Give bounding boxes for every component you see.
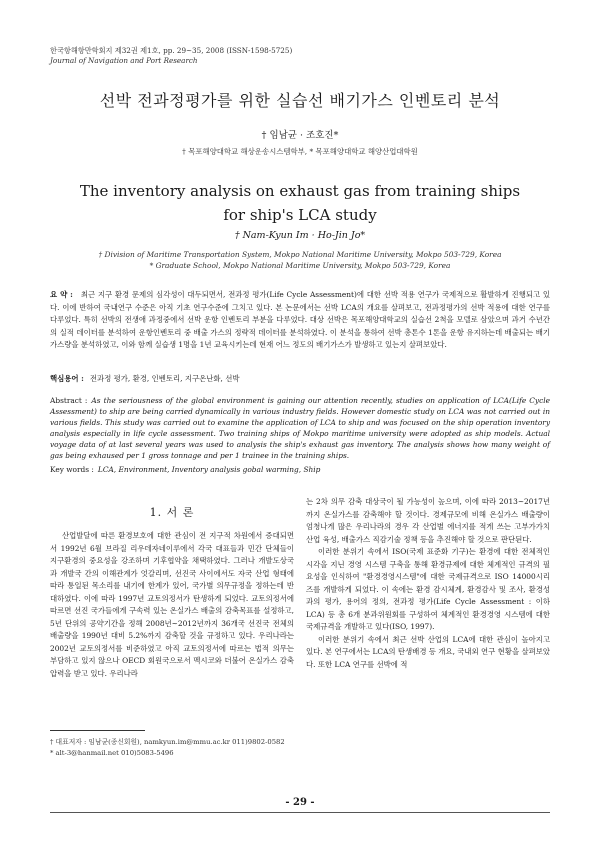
- english-affiliation: [0, 249, 600, 271]
- korean-keywords: [50, 373, 240, 384]
- english-title-line1: The inventory analysis on exhaust gas from training ships: [79, 182, 521, 200]
- english-affiliation-line2: * Graduate School, Mokpo National Maritime University, Mokpo 503-729, Korea: [149, 261, 451, 270]
- journal-header: [50, 46, 292, 66]
- korean-affiliation: † 목포해양대학교 해상운송시스템학부, * 목포해양대학교 해양산업대학원: [182, 147, 418, 156]
- footnote-corresponding-author: † 대표저자 : 임남균(종신회원), namkyun.im@mmu.ac.kr 011)9802-0582: [50, 738, 285, 746]
- section-heading-introduction: 1. 서 론: [149, 506, 195, 519]
- english-affiliation-line1: † Division of Maritime Transportation System, Mokpo National Maritime University, Mokpo 503-729, Korea: [98, 250, 502, 259]
- english-abstract-label: Abstract :: [50, 396, 88, 405]
- english-keywords: [50, 465, 320, 474]
- korean-keywords-text: 전과정 평가, 환경, 인벤토리, 지구온난화, 선박: [89, 374, 240, 383]
- korean-abstract-label: 요 약 :: [50, 290, 73, 299]
- body-column-right: [306, 496, 550, 671]
- page-number: - 29 -: [285, 797, 315, 808]
- journal-name-english: Journal of Navigation and Port Research: [50, 56, 198, 65]
- english-keywords-text: LCA, Environment, Inventory analysis gobal warming, Ship: [97, 465, 321, 474]
- korean-authors: † 임남균 · 조호진*: [261, 130, 339, 141]
- footnotes: [50, 737, 285, 758]
- english-title-line2: for ship's LCA study: [223, 206, 377, 224]
- english-abstract-text: As the seriousness of the global environment is gaining our attention recently, studies on application of LCA(Life Cycle Assessment) to ship are being carried dynamically in various industry fields. However domestic study on LCA was not carried out in various fields. This study was carried out to examine the application of LCA to ship and was focused on the ship operation inventory analysis especially in life cycle assessment. Two training ships of Mokpo maritime university were adopted as ship models. Actual voyage data of at last several years was used to analysis the ship's exhaust gas inventory. The analysis shows how many weight of gas being exhaused per 1 gross tonnage and per 1 trainee in the training ships.: [50, 396, 550, 460]
- bottom-rule: [50, 812, 550, 813]
- footnote-coauthor: * alt-3@hanmail.net 010)5083-5496: [50, 748, 174, 757]
- body-column-left: [50, 530, 294, 680]
- english-title: [0, 179, 600, 227]
- korean-title: 선박 전과정평가를 위한 실습선 배기가스 인벤토리 분석: [99, 91, 501, 110]
- korean-abstract-text: 최근 지구 환경 문제의 심각성이 대두되면서, 전과정 평가(Life Cycle Assessment)에 대한 선박 적용 연구가 국제적으로 활발하게 진행되고 있다. 이에 반하여 국내연구 수준은 아직 기초 연구수준에 그치고 있다. 본 논문에서는 선박 LCA의 개요를 살펴보고, 전과정평가의 선박 적용에 대한 연구를 다루었다. 특히 선박의 전생애 과정중에서 선박 운항 인벤토리 부분을 다루었다. 대상 선박은 목포해양대학교의 실습선 2척을 모델로 삼았으며 과거 수년간의 실적 데이터를 분석하여 운항인벤토리 중 배출 가스의 정략적 데이터를 분석하였다. 이 분석을 통하여 선박 총톤수 1톤을 운항 유지하는데 배출되는 배기 가스량을 분석하였고, 이와 함께 실습생 1명을 1년 교육시키는데 현재 어느 정도의 배기가스가 발생하고 있는지 살펴보았다.: [50, 290, 550, 350]
- paragraph: 는 2차 의무 감축 대상국이 될 가능성이 높으며, 이에 따라 2013~2017년까지 온실가스를 감축해야 할 것이다. 경제규모에 비해 온실가스 배출량이 엄청나게 많은 우리나라의 경우 각 산업별 에너지를 적게 쓰는 고부가가치 산업 육성, 배출가스 직감기술 정책 등을 추진해야 할 것으로 판단된다.: [306, 497, 550, 544]
- paragraph: 이러한 분위기 속에서 ISO(국제 표준화 기구)는 환경에 대한 전체적인 시각을 지닌 경영 시스템 구축을 통해 환경규제에 대한 체계적인 규격의 필요성을 인식하여 "환경경영시스템"에 대한 국제규격으로 ISO 14000시리즈를 개발하게 되었다. 이 속에는 환경 감시체계, 환경감사 및 조사, 환경성과의 평가, 용어의 정의, 전과정 평가(Life Cycle Assessment : 이하 LCA) 등 총 6개 분과위원회를 구성하여 체계적인 환경경영 시스템에 대한 국제규격을 개발하고 있다(ISO, 1997).: [306, 547, 550, 631]
- english-keywords-label: Key words :: [50, 465, 94, 474]
- english-abstract: [50, 395, 550, 461]
- footnote-divider: [50, 730, 145, 731]
- english-authors: † Nam-Kyun Im · Ho-Jin Jo*: [234, 230, 366, 241]
- paragraph: 산업발달에 따른 환경보호에 대한 관심이 전 지구적 차원에서 증대되면서 1992년 6월 브라질 리우데자네이루에서 각국 대표들과 민간 단체들이 지구환경의 중요성을 강조하며 기후협약을 채택하였다. 그러나 개발도상국과 개발국 간의 이해관계가 엇갈리며, 선진국 사이에서도 자국 산업 형태에 따라 통일된 목소리를 내기에 한계가 있어, 국가별 의무규정을 정하는데 반대하였다. 이에 따라 1997년 교토의정서가 탄생하게 되었다. 교토의정서에 따르면 선진 국가들에게 구속력 있는 온실가스 배출의 감축목표를 설정하고, 5년 단위의 공약기간을 정해 2008년~2012년까지 36개국 선진국 전체의 배출량을 1990년 대비 5.2%까지 감축할 것을 규정하고 있다. 우리나라는 2002년 교토의정서를 비준하였고 아직 교토의정서에 따르는 법적 의무는 부담하고 있지 않으나 OECD 회원국으로서 멕시코와 더불어 온실가스 감축 압력을 받고 있다. 우리나라: [50, 531, 294, 678]
- korean-keywords-label: 핵심용어 :: [50, 374, 84, 383]
- paragraph: 이러한 분위기 속에서 최근 선박 산업의 LCA에 대한 관심이 높아지고 있다. 본 연구에서는 LCA의 탄생배경 등 개요, 국내외 연구 현황을 살펴보았다. 또한 LCA 연구를 선박에 적: [306, 634, 550, 669]
- korean-abstract: [50, 289, 550, 352]
- journal-citation: 한국항해항만학회지 제32권 제1호, pp. 29~35, 2008 (ISSN-1598-5725): [50, 46, 293, 55]
